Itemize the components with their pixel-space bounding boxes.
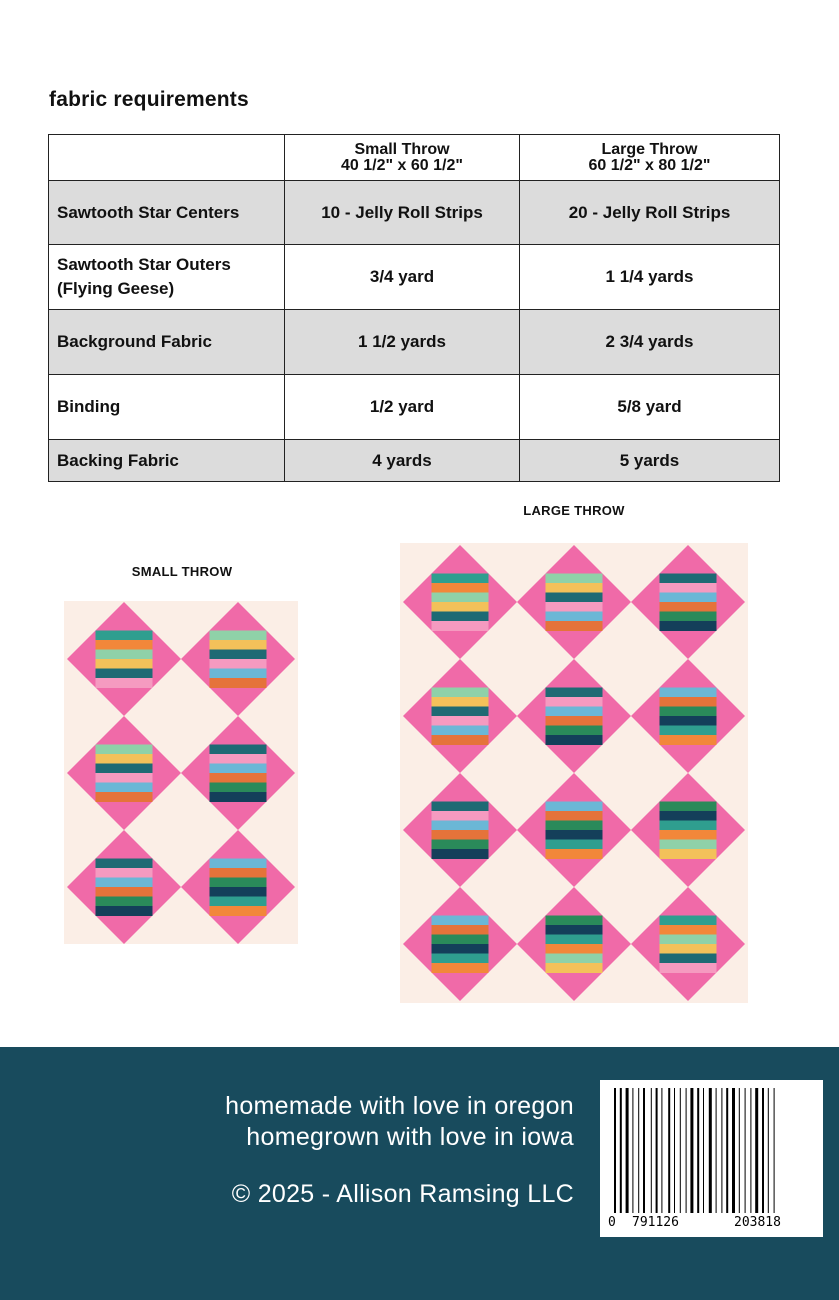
jelly-roll-strip bbox=[660, 963, 717, 973]
table-row bbox=[49, 375, 780, 440]
jelly-roll-strip bbox=[660, 574, 717, 584]
jelly-roll-strip bbox=[210, 868, 267, 878]
jelly-roll-strip bbox=[432, 697, 489, 707]
jelly-roll-strip bbox=[660, 935, 717, 945]
jelly-roll-strip bbox=[546, 716, 603, 726]
page-title: fabric requirements bbox=[49, 88, 249, 111]
row-label-sub: (Flying Geese) bbox=[57, 279, 175, 298]
jelly-roll-strip bbox=[546, 954, 603, 964]
copyright-text: © 2025 - Allison Ramsing LLC bbox=[231, 1180, 574, 1208]
barcode-bar bbox=[721, 1088, 722, 1213]
column-size: 40 1/2" x 60 1/2" bbox=[341, 156, 463, 174]
jelly-roll-strip bbox=[546, 821, 603, 831]
jelly-roll-strip bbox=[96, 659, 153, 669]
jelly-roll-strip bbox=[432, 602, 489, 612]
jelly-roll-strip bbox=[546, 688, 603, 698]
column-header-small-throw bbox=[285, 135, 520, 181]
jelly-roll-strip bbox=[210, 669, 267, 679]
barcode-bar bbox=[732, 1088, 735, 1213]
table-row bbox=[49, 181, 780, 245]
jelly-roll-strip bbox=[660, 621, 717, 631]
jelly-roll-strip bbox=[432, 583, 489, 593]
jelly-roll-strip bbox=[210, 745, 267, 755]
jelly-roll-strip bbox=[546, 707, 603, 717]
jelly-roll-strip bbox=[96, 783, 153, 793]
large-throw-value: 5 yards bbox=[520, 440, 780, 482]
small-throw-label: SMALL THROW bbox=[131, 564, 233, 579]
large-throw-label: LARGE THROW bbox=[523, 503, 625, 518]
jelly-roll-strip bbox=[96, 754, 153, 764]
jelly-roll-strip bbox=[96, 906, 153, 916]
jelly-roll-strip bbox=[546, 735, 603, 745]
jelly-roll-strip bbox=[210, 897, 267, 907]
small-throw-value: 1 1/2 yards bbox=[285, 310, 520, 375]
jelly-roll-strip bbox=[432, 849, 489, 859]
barcode-bar bbox=[614, 1088, 616, 1213]
jelly-roll-strip bbox=[546, 840, 603, 850]
jelly-roll-strip bbox=[660, 944, 717, 954]
fabric-requirements-table bbox=[48, 134, 780, 482]
jelly-roll-strip bbox=[660, 697, 717, 707]
jelly-roll-strip bbox=[546, 726, 603, 736]
small-throw-value: 1/2 yard bbox=[285, 375, 520, 440]
jelly-roll-strip bbox=[210, 906, 267, 916]
jelly-roll-strip bbox=[210, 878, 267, 888]
jelly-roll-strip bbox=[546, 849, 603, 859]
row-label-cell bbox=[49, 245, 285, 310]
jelly-roll-strip bbox=[432, 707, 489, 717]
barcode-bar bbox=[703, 1088, 704, 1213]
jelly-roll-strip bbox=[96, 859, 153, 869]
jelly-roll-strip bbox=[96, 887, 153, 897]
jelly-roll-strip bbox=[432, 821, 489, 831]
row-label: Sawtooth Star Outers bbox=[57, 255, 231, 274]
jelly-roll-strip bbox=[546, 583, 603, 593]
jelly-roll-strip bbox=[660, 707, 717, 717]
barcode-bar bbox=[668, 1088, 670, 1213]
barcode-bar bbox=[686, 1088, 687, 1213]
barcode-bar bbox=[674, 1088, 675, 1213]
barcode-bar bbox=[661, 1088, 662, 1213]
jelly-roll-strip bbox=[432, 716, 489, 726]
jelly-roll-strip bbox=[546, 935, 603, 945]
barcode-bar bbox=[680, 1088, 681, 1213]
small-throw-value: 10 - Jelly Roll Strips bbox=[285, 181, 520, 245]
jelly-roll-strip bbox=[660, 821, 717, 831]
jelly-roll-strip bbox=[96, 897, 153, 907]
jelly-roll-strip bbox=[96, 868, 153, 878]
jelly-roll-strip bbox=[546, 925, 603, 935]
barcode-bar bbox=[626, 1088, 629, 1213]
barcode-digit-left: 0 bbox=[608, 1215, 616, 1230]
jelly-roll-strip bbox=[546, 602, 603, 612]
large-throw-quilt-image bbox=[400, 543, 748, 1004]
barcode-bar bbox=[726, 1088, 728, 1213]
jelly-roll-strip bbox=[546, 697, 603, 707]
footer-band bbox=[0, 1047, 839, 1300]
row-label: Binding bbox=[49, 375, 285, 440]
barcode-bar bbox=[750, 1088, 751, 1213]
jelly-roll-strip bbox=[546, 593, 603, 603]
row-label: Backing Fabric bbox=[49, 440, 285, 482]
footer-tagline-iowa: homegrown with love in iowa bbox=[246, 1123, 574, 1151]
jelly-roll-strip bbox=[660, 840, 717, 850]
jelly-roll-strip bbox=[96, 764, 153, 774]
jelly-roll-strip bbox=[432, 954, 489, 964]
jelly-roll-strip bbox=[660, 593, 717, 603]
jelly-roll-strip bbox=[660, 583, 717, 593]
table-row bbox=[49, 245, 780, 310]
jelly-roll-strip bbox=[546, 621, 603, 631]
jelly-roll-strip bbox=[432, 574, 489, 584]
table-row bbox=[49, 440, 780, 482]
jelly-roll-strip bbox=[432, 830, 489, 840]
jelly-roll-strip bbox=[432, 802, 489, 812]
jelly-roll-strip bbox=[432, 840, 489, 850]
jelly-roll-strip bbox=[96, 878, 153, 888]
jelly-roll-strip bbox=[210, 650, 267, 660]
small-throw-value: 4 yards bbox=[285, 440, 520, 482]
jelly-roll-strip bbox=[210, 859, 267, 869]
jelly-roll-strip bbox=[660, 830, 717, 840]
jelly-roll-strip bbox=[210, 887, 267, 897]
jelly-roll-strip bbox=[210, 640, 267, 650]
jelly-roll-strip bbox=[546, 963, 603, 973]
barcode-bar bbox=[632, 1088, 633, 1213]
jelly-roll-strip bbox=[660, 925, 717, 935]
barcode-bar bbox=[745, 1088, 746, 1213]
jelly-roll-strip bbox=[432, 688, 489, 698]
barcode-bars bbox=[600, 1080, 823, 1237]
large-throw-value: 20 - Jelly Roll Strips bbox=[520, 181, 780, 245]
jelly-roll-strip bbox=[432, 735, 489, 745]
barcode-bar bbox=[651, 1088, 652, 1213]
jelly-roll-strip bbox=[546, 612, 603, 622]
barcode-bar bbox=[739, 1088, 740, 1213]
jelly-roll-strip bbox=[210, 773, 267, 783]
barcode-bar bbox=[774, 1088, 775, 1213]
small-throw-quilt-image bbox=[64, 601, 299, 944]
column-name: Small Throw bbox=[354, 140, 450, 158]
barcode-bar bbox=[762, 1088, 764, 1213]
jelly-roll-strip bbox=[96, 792, 153, 802]
barcode-digits-group2: 203818 bbox=[734, 1215, 781, 1230]
footer-tagline-oregon: homemade with love in oregon bbox=[225, 1092, 574, 1120]
barcode-bar bbox=[755, 1088, 758, 1213]
row-label: Background Fabric bbox=[49, 310, 285, 375]
jelly-roll-strip bbox=[96, 631, 153, 641]
jelly-roll-strip bbox=[432, 944, 489, 954]
jelly-roll-strip bbox=[210, 754, 267, 764]
column-size: 60 1/2" x 80 1/2" bbox=[588, 156, 711, 174]
barcode-bar bbox=[643, 1088, 645, 1213]
table-row bbox=[49, 310, 780, 375]
jelly-roll-strip bbox=[660, 916, 717, 926]
jelly-roll-strip bbox=[210, 659, 267, 669]
jelly-roll-strip bbox=[96, 650, 153, 660]
barcode-bar bbox=[697, 1088, 699, 1213]
small-throw-value: 3/4 yard bbox=[285, 245, 520, 310]
jelly-roll-strip bbox=[96, 678, 153, 688]
jelly-roll-strip bbox=[660, 602, 717, 612]
jelly-roll-strip bbox=[660, 688, 717, 698]
jelly-roll-strip bbox=[660, 735, 717, 745]
jelly-roll-strip bbox=[546, 916, 603, 926]
jelly-roll-strip bbox=[660, 716, 717, 726]
jelly-roll-strip bbox=[210, 792, 267, 802]
large-throw-value: 2 3/4 yards bbox=[520, 310, 780, 375]
jelly-roll-strip bbox=[546, 574, 603, 584]
jelly-roll-strip bbox=[546, 944, 603, 954]
barcode-digits-group1: 791126 bbox=[632, 1215, 679, 1230]
jelly-roll-strip bbox=[432, 916, 489, 926]
jelly-roll-strip bbox=[432, 963, 489, 973]
jelly-roll-strip bbox=[432, 935, 489, 945]
barcode-bar bbox=[656, 1088, 658, 1213]
jelly-roll-strip bbox=[210, 631, 267, 641]
jelly-roll-strip bbox=[660, 954, 717, 964]
barcode-bar bbox=[768, 1088, 769, 1213]
jelly-roll-strip bbox=[432, 593, 489, 603]
jelly-roll-strip bbox=[660, 849, 717, 859]
barcode-bar bbox=[620, 1088, 622, 1213]
jelly-roll-strip bbox=[432, 621, 489, 631]
barcode-bar bbox=[709, 1088, 712, 1213]
jelly-roll-strip bbox=[96, 669, 153, 679]
jelly-roll-strip bbox=[432, 726, 489, 736]
jelly-roll-strip bbox=[660, 612, 717, 622]
jelly-roll-strip bbox=[546, 811, 603, 821]
jelly-roll-strip bbox=[660, 811, 717, 821]
row-label: Sawtooth Star Centers bbox=[49, 181, 285, 245]
jelly-roll-strip bbox=[546, 830, 603, 840]
column-header-large-throw bbox=[520, 135, 780, 181]
barcode bbox=[600, 1080, 823, 1237]
jelly-roll-strip bbox=[546, 802, 603, 812]
jelly-roll-strip bbox=[660, 726, 717, 736]
table-header-row bbox=[49, 135, 780, 181]
barcode-bar bbox=[638, 1088, 639, 1213]
jelly-roll-strip bbox=[210, 764, 267, 774]
column-name: Large Throw bbox=[601, 140, 698, 158]
large-throw-value: 5/8 yard bbox=[520, 375, 780, 440]
jelly-roll-strip bbox=[96, 640, 153, 650]
barcode-bar bbox=[716, 1088, 717, 1213]
barcode-bar bbox=[690, 1088, 693, 1213]
jelly-roll-strip bbox=[432, 811, 489, 821]
jelly-roll-strip bbox=[660, 802, 717, 812]
jelly-roll-strip bbox=[96, 745, 153, 755]
jelly-roll-strip bbox=[432, 925, 489, 935]
table-header-empty bbox=[49, 135, 285, 181]
jelly-roll-strip bbox=[210, 678, 267, 688]
jelly-roll-strip bbox=[96, 773, 153, 783]
jelly-roll-strip bbox=[432, 612, 489, 622]
large-throw-value: 1 1/4 yards bbox=[520, 245, 780, 310]
jelly-roll-strip bbox=[210, 783, 267, 793]
